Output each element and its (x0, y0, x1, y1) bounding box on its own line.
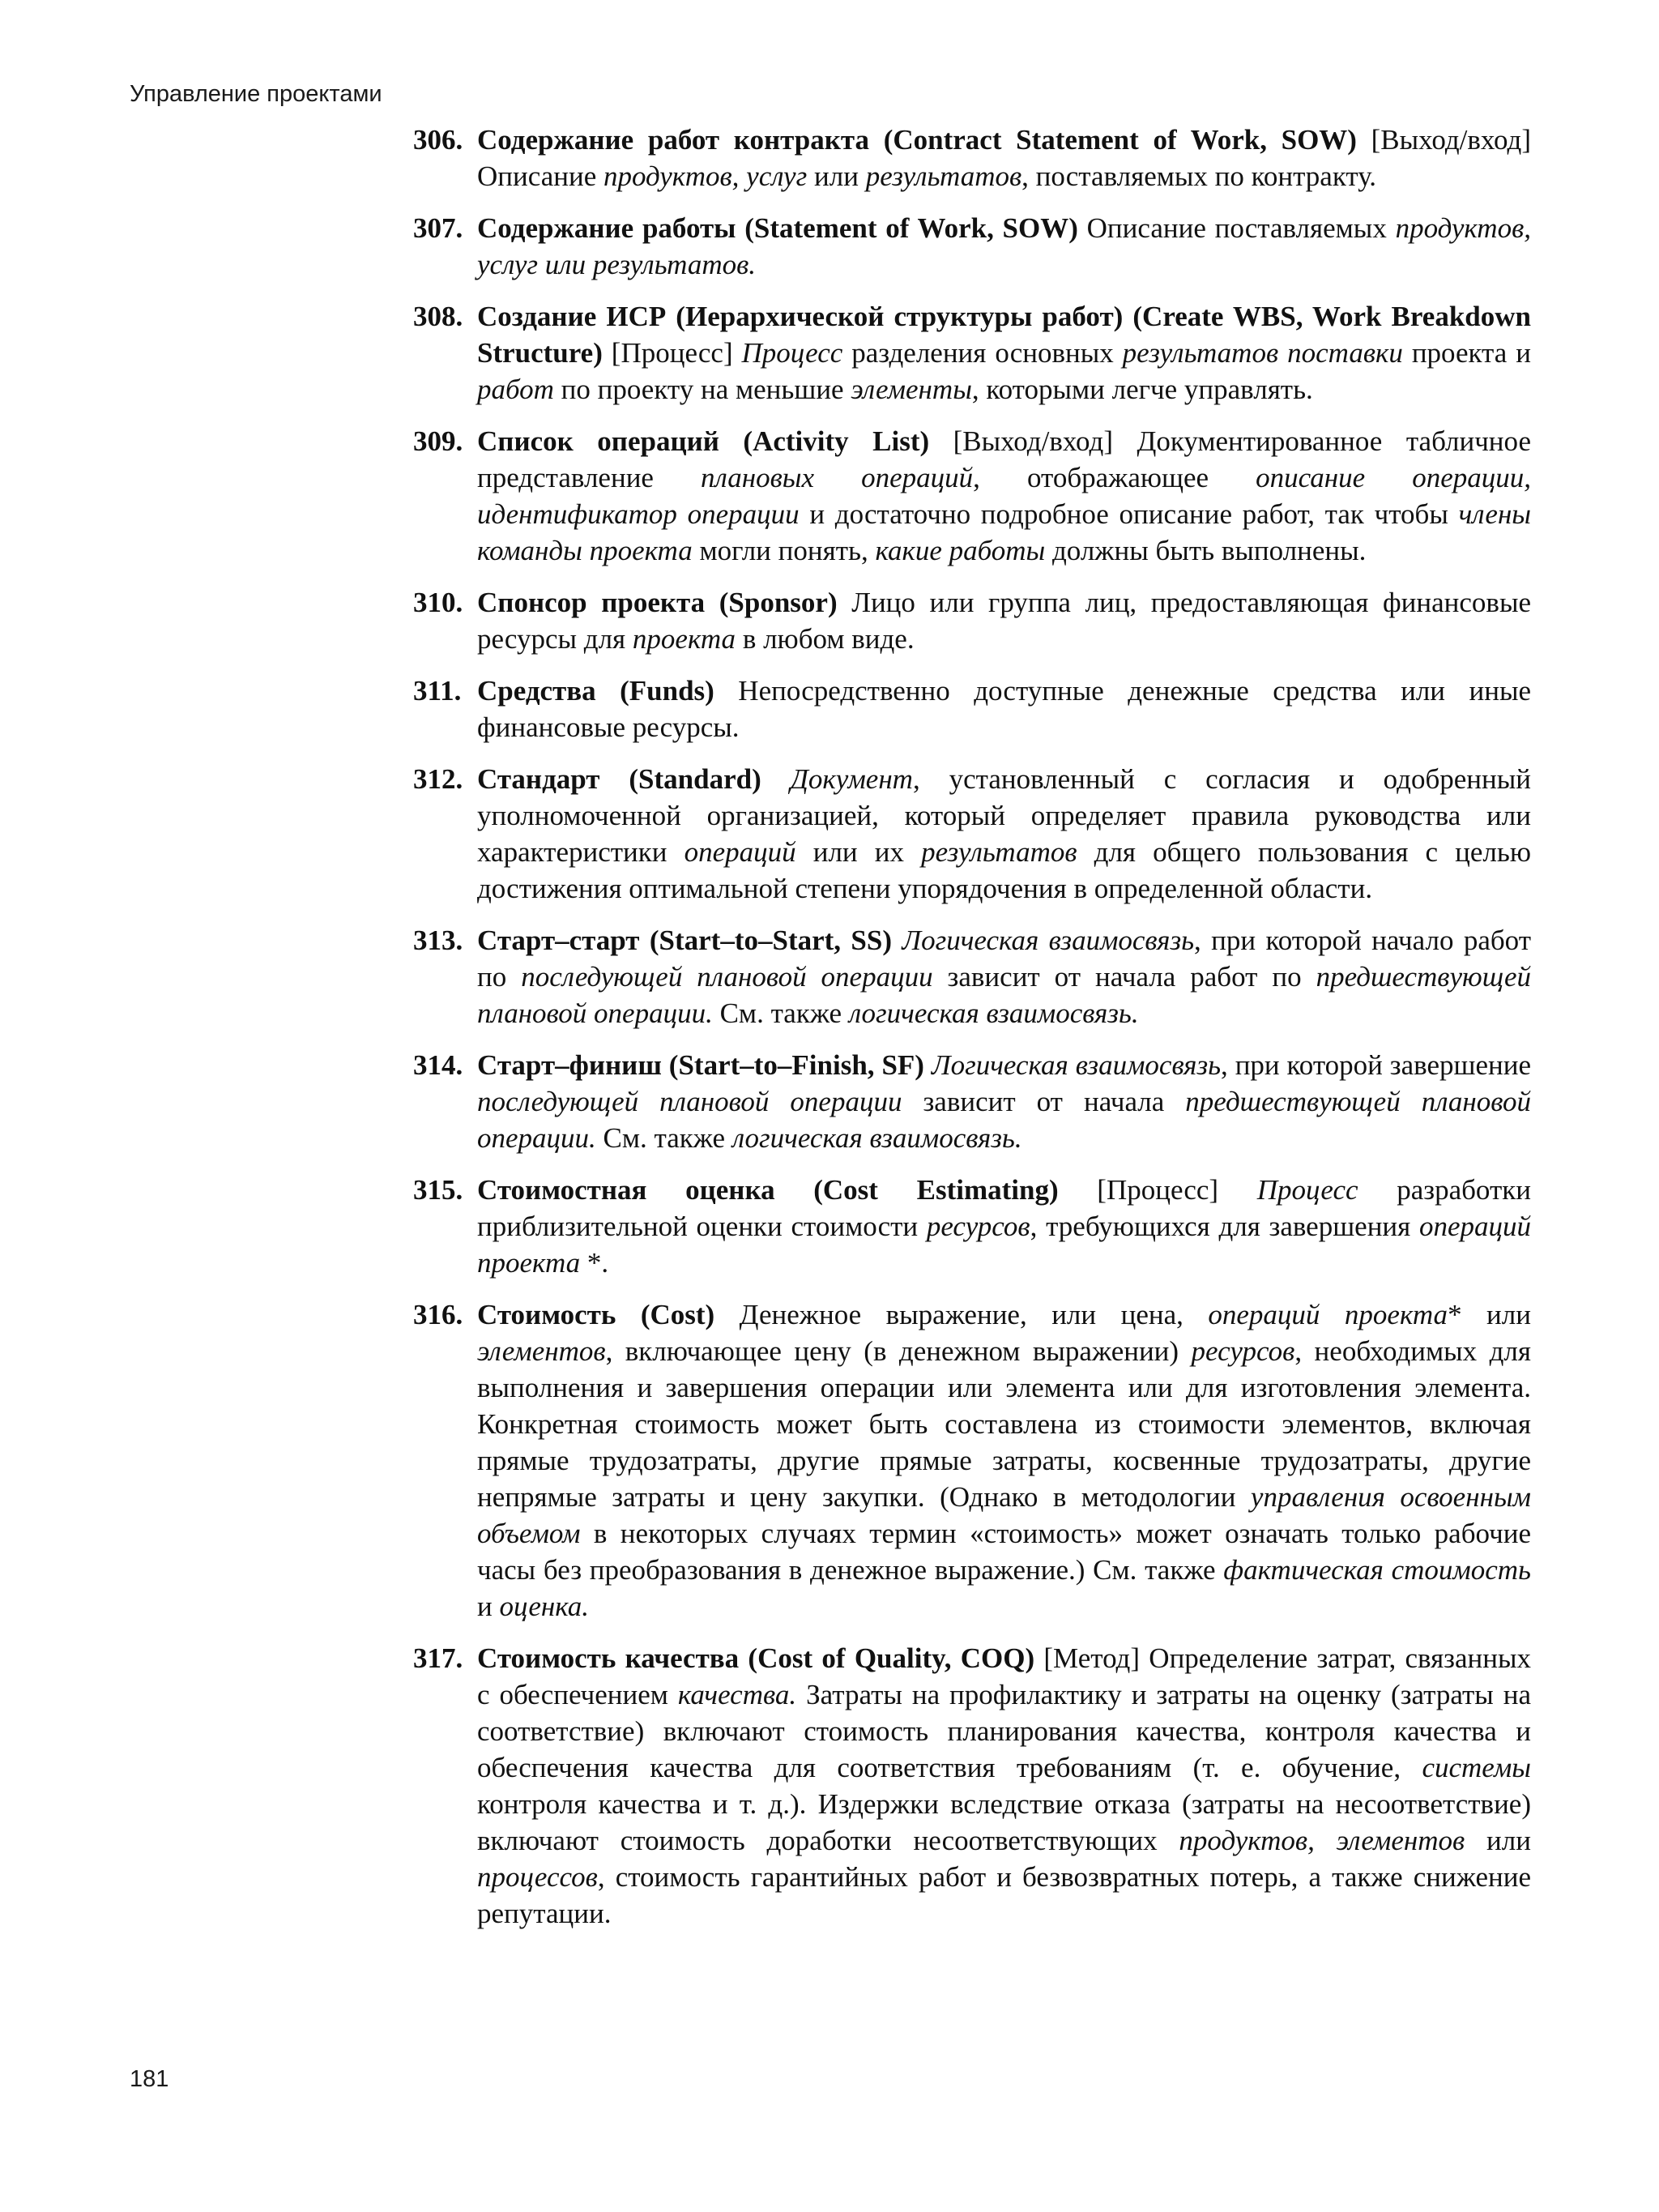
entry-term: Старт–финиш (Start–to–Finish, SF) (477, 1049, 924, 1081)
running-header: Управление проектами (130, 81, 382, 107)
entry-text: Средства (Funds) Непосредственно доступные денежные средства или иные финансовые ресурсы. (477, 675, 1532, 743)
entry-term: Содержание работ контракта (Contract Statement of Work, SOW) (477, 124, 1357, 156)
cross-reference: Логическая взаимосвязь (931, 1049, 1222, 1081)
entry-text: Стандарт (Standard) Документ, установленный с согласия и одобренный уполномоченной организацией, который определяет правила руководства или характеристики операций или их результатов для общего пользования с целью достижения оптимальной степени упорядочения в определенной области. (477, 763, 1532, 904)
cross-reference: продуктов, элементов (1179, 1825, 1465, 1856)
entry-number: 312. (413, 763, 463, 795)
page-number: 181 (130, 2066, 169, 2092)
entry-text: Список операций (Activity List) [Выход/вход] Документированное табличное представление плановых операций, отображающее описание операции, идентификатор операции и достаточно подробное описание работ, так чтобы члены команды проекта могли понять, какие работы должны быть выполнены. (477, 425, 1532, 566)
entry-text: Стоимостная оценка (Cost Estimating) [Процесс] Процесс разработки приблизительной оценки стоимости ресурсов, требующихся для завершения операций проекта *. (477, 1174, 1531, 1279)
entry-text: Содержание работ контракта (Contract Statement of Work, SOW) [Выход/вход] Описание продуктов, услуг или результатов, поставляемых по контракту. (477, 124, 1531, 192)
entry-number: 315. (413, 1174, 463, 1206)
cross-reference: предшествующей плановой операции. (477, 961, 1532, 1029)
glossary-entry (413, 298, 1531, 408)
entry-term: Стоимость (Cost) (477, 1299, 715, 1330)
cross-reference: результатов (865, 160, 1022, 192)
cross-reference: Процесс (1256, 1174, 1358, 1206)
glossary-entry (413, 210, 1531, 283)
glossary-entry (413, 761, 1531, 907)
entry-term: Содержание работы (Statement of Work, SOW) (477, 212, 1078, 244)
cross-reference: оценка. (499, 1591, 590, 1622)
entry-term: Создание ИСР (Иерархической структуры работ) (Create WBS, Work Breakdown Structure) (477, 301, 1531, 369)
entry-term: Стандарт (Standard) (477, 763, 761, 795)
entry-text: Спонсор проекта (Sponsor) Лицо или группа лиц, предоставляющая финансовые ресурсы для проекта в любом виде. (477, 587, 1532, 655)
entry-number: 308. (413, 301, 463, 332)
entry-number: 310. (413, 587, 463, 618)
entry-number: 306. (413, 124, 463, 156)
cross-reference: последующей плановой операции (521, 961, 933, 993)
cross-reference: Процесс (741, 337, 843, 369)
entry-number: 307. (413, 212, 463, 244)
cross-reference: ресурсов (1191, 1335, 1295, 1367)
cross-reference: описание операции, идентификатор операции (477, 462, 1531, 530)
cross-reference: плановых операций (701, 462, 974, 493)
entry-number: 314. (413, 1049, 463, 1081)
cross-reference: результатов поставки (1122, 337, 1403, 369)
entry-text: Содержание работы (Statement of Work, SOW) Описание поставляемых продуктов, услуг или результатов. (477, 212, 1532, 280)
cross-reference: качества. (677, 1679, 797, 1710)
cross-reference: операций проекта (477, 1211, 1531, 1279)
entry-number: 309. (413, 425, 463, 457)
entry-number: 311. (413, 675, 462, 707)
cross-reference: предшествующей плановой операции. (477, 1086, 1531, 1154)
entry-number: 317. (413, 1642, 463, 1674)
glossary-entry (413, 584, 1531, 657)
glossary-entry (413, 1172, 1531, 1281)
entry-term: Список операций (Activity List) (477, 425, 930, 457)
entry-term: Старт–старт (Start–to–Start, SS) (477, 925, 892, 956)
cross-reference: члены команды проекта (477, 498, 1532, 566)
entry-number: 316. (413, 1299, 463, 1330)
entry-text: Старт–финиш (Start–to–Finish, SF) Логическая взаимосвязь, при которой завершение последующей плановой операции зависит от начала предшествующей плановой операции. См. также логическая взаимосвязь. (477, 1049, 1531, 1154)
entry-term: Спонсор проекта (Sponsor) (477, 587, 838, 618)
glossary-entry (413, 423, 1531, 569)
cross-reference: Документ (790, 763, 913, 795)
cross-reference: операций проекта (1208, 1299, 1448, 1330)
glossary-entry (413, 1640, 1531, 1932)
entry-text: Старт–старт (Start–to–Start, SS) Логическая взаимосвязь, при которой начало работ по последующей плановой операции зависит от начала работ по предшествующей плановой операции. См. также логическая взаимосвязь. (477, 925, 1532, 1029)
cross-reference: фактическая стоимость (1223, 1554, 1531, 1586)
entry-text: Стоимость качества (Cost of Quality, COQ) [Метод] Определение затрат, связанных с обеспечением качества. Затраты на профилактику и затраты на оценку (затраты на соответствие) включают стоимость планирования качества, контроля качества и обеспечения качества для соответствия требованиям (т. е. обучение, системы контроля качества и т. д.). Издержки вследствие отказа (затраты на несоответствие) включают стоимость доработки несоответствующих продуктов, элементов или процессов, стоимость гарантийных работ и безвозвратных потерь, а также снижение репутации. (477, 1642, 1532, 1929)
glossary-entry (413, 673, 1531, 745)
glossary-entries (413, 122, 1531, 1947)
cross-reference: логическая взаимосвязь. (848, 997, 1139, 1029)
cross-reference: управления освоенным объемом (477, 1481, 1531, 1549)
cross-reference: процессов (477, 1861, 598, 1893)
cross-reference: продуктов, услуг (603, 160, 808, 192)
entry-term: Стоимость качества (Cost of Quality, COQ) (477, 1642, 1035, 1674)
cross-reference: логическая взаимосвязь. (731, 1122, 1022, 1154)
cross-reference: работ (477, 374, 554, 405)
cross-reference: ресурсов (926, 1211, 1030, 1242)
entry-text: Создание ИСР (Иерархической структуры работ) (Create WBS, Work Breakdown Structure) [Процесс] Процесс разделения основных результатов поставки проекта и работ по проекту на меньшие элементы, которыми легче управлять. (477, 301, 1531, 405)
glossary-entry (413, 122, 1531, 194)
glossary-entry (413, 922, 1531, 1031)
cross-reference: Логическая взаимосвязь (902, 925, 1195, 956)
glossary-entry (413, 1047, 1531, 1156)
cross-reference: системы (1422, 1752, 1531, 1783)
cross-reference: продуктов, услуг или результатов. (477, 212, 1532, 280)
entry-term: Стоимостная оценка (Cost Estimating) (477, 1174, 1059, 1206)
cross-reference: какие работы (875, 535, 1046, 566)
cross-reference: операций (684, 836, 796, 868)
cross-reference: элементов (477, 1335, 606, 1367)
cross-reference: последующей плановой операции (477, 1086, 902, 1117)
cross-reference: проекта (632, 623, 736, 655)
entry-number: 313. (413, 925, 463, 956)
cross-reference: элементы (851, 374, 972, 405)
cross-reference: результатов (921, 836, 1077, 868)
glossary-entry (413, 1296, 1531, 1625)
entry-text: Стоимость (Cost) Денежное выражение, или цена, операций проекта* или элементов, включающее цену (в денежном выражении) ресурсов, необходимых для выполнения и завершения операции или элемента или для изготовления элемента. Конкретная стоимость может быть составлена из стоимости элементов, включая прямые трудозатраты, другие прямые затраты, косвенные трудозатраты, другие непрямые затраты и цену закупки. (Однако в методологии управления освоенным объемом в некоторых случаях термин «стоимость» может означать только рабочие часы без преобразования в денежное выражение.) См. также фактическая стоимость и оценка. (477, 1299, 1531, 1622)
entry-term: Средства (Funds) (477, 675, 714, 707)
